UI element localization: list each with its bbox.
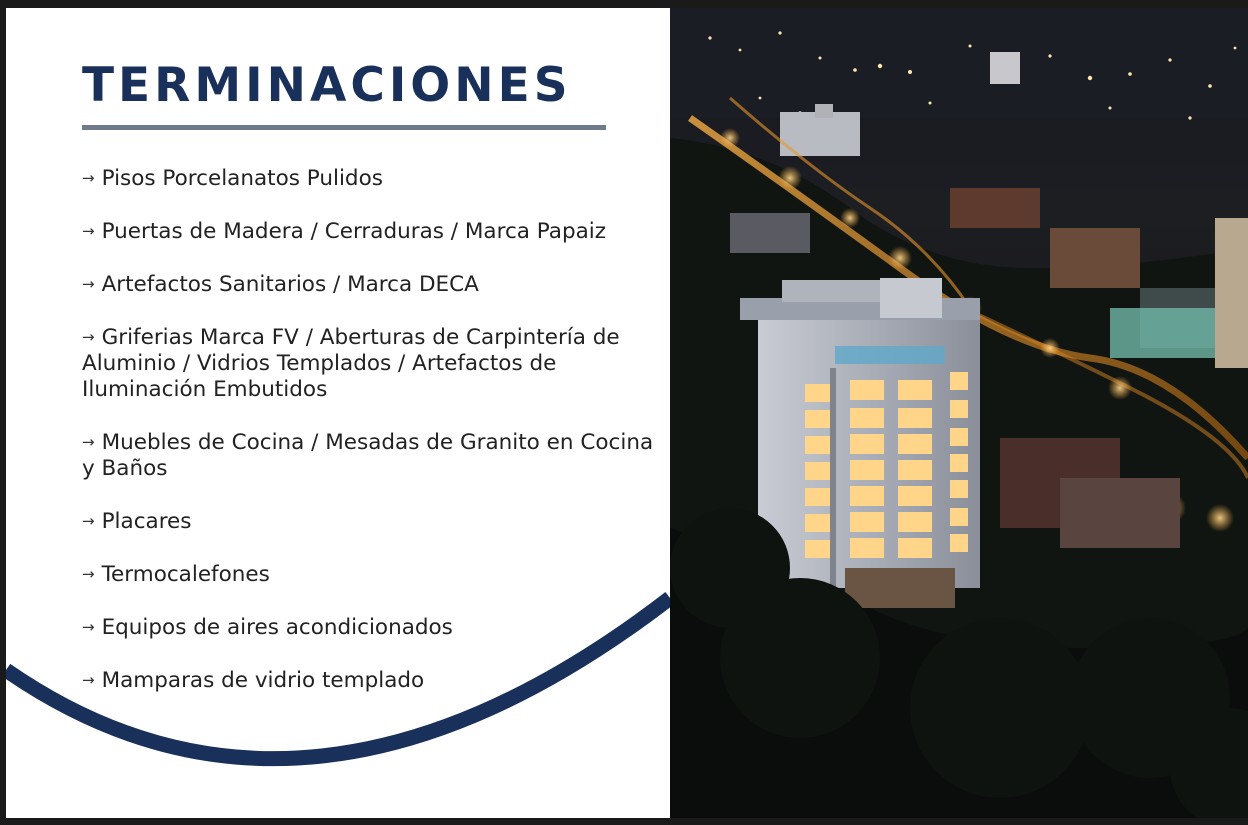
list-item	[82, 324, 667, 403]
list-item-text: Puertas de Madera / Cerraduras / Marca Papaiz	[101, 219, 607, 244]
slide-title: TERMINACIONES	[82, 58, 572, 113]
city-night-illustration	[670, 8, 1248, 818]
arrow-icon: →	[82, 222, 95, 240]
list-item-text: Termocalefones	[101, 562, 270, 587]
list-item	[82, 508, 667, 535]
arrow-icon: →	[82, 512, 95, 530]
list-item	[82, 218, 667, 245]
list-item-text: Placares	[101, 509, 192, 534]
features-list	[82, 165, 667, 720]
text-panel	[6, 8, 670, 818]
list-item	[82, 429, 667, 482]
list-item	[82, 667, 667, 694]
list-item-text: Griferias Marca FV / Aberturas de Carpintería de Aluminio / Vidrios Templados / Artefactos de Iluminación Embutidos	[82, 325, 620, 402]
night-city-photo	[670, 8, 1248, 818]
list-item-text: Pisos Porcelanatos Pulidos	[101, 166, 383, 191]
arrow-icon: →	[82, 433, 95, 451]
arrow-icon: →	[82, 275, 95, 293]
list-item	[82, 165, 667, 192]
list-item	[82, 561, 667, 588]
list-item-text: Equipos de aires acondicionados	[101, 615, 453, 640]
list-item	[82, 271, 667, 298]
arrow-icon: →	[82, 169, 95, 187]
arrow-icon: →	[82, 565, 95, 583]
list-item	[82, 614, 667, 641]
arrow-icon: →	[82, 618, 95, 636]
list-item-text: Artefactos Sanitarios / Marca DECA	[101, 272, 479, 297]
arrow-icon: →	[82, 328, 95, 346]
title-underline	[82, 125, 606, 130]
list-item-text: Muebles de Cocina / Mesadas de Granito en Cocina y Baños	[82, 430, 654, 481]
arrow-icon: →	[82, 671, 95, 689]
list-item-text: Mamparas de vidrio templado	[101, 668, 425, 693]
